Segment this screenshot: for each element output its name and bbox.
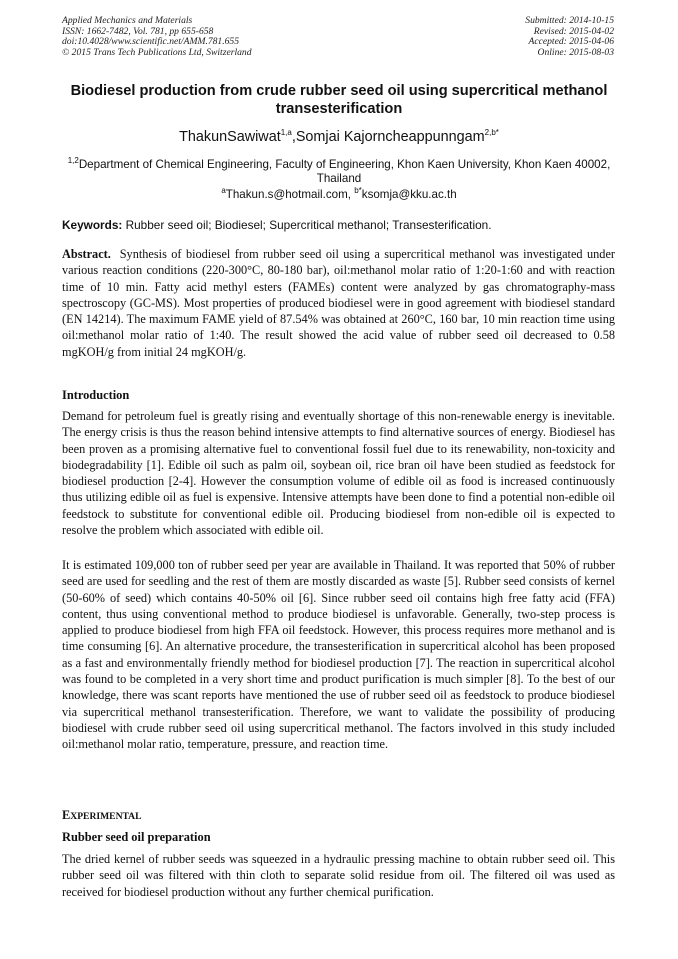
affiliation [62, 158, 616, 186]
affiliation-text: Department of Chemical Engineering, Faculty of Engineering, Khon Kaen University, Khon Kaen 40002, Thailand [78, 158, 611, 185]
keywords-label: Keywords: [62, 218, 123, 232]
journal-header [62, 16, 252, 58]
date-accepted: Accepted: 2015-04-06 [528, 36, 614, 48]
email-a-marker: a [221, 186, 226, 196]
keywords-text: Rubber seed oil; Biodiesel; Supercritical methanol; Transesterification. [125, 218, 492, 232]
experimental-heading-initial: E [62, 808, 71, 822]
author-separator: , [291, 129, 296, 145]
author-emails [62, 188, 616, 202]
introduction-paragraph-2: It is estimated 109,000 ton of rubber seed per year are available in Thailand. It was reported that 50% of rubber seed are used for seedling and the rest of them are mostly discarded as waste [5]. Rubber seed consists of kernel (50-60% of seed) which contains 40-50% oil [6]. Since rubber seed oil contains high free fatty acid (FFA) content, thus using conventional method to produce biodiesel is unfavorable. Generally, two-step process is applied to produce biodiesel from high FFA oil feedstock. However, this process requires more methanol and is time consuming [6]. An alternative procedure, the transesterification in supercritical alcohol has been proposed as a fast and environmentally friendly method for biodiesel production [7]. The reaction in supercritical alcohol was found to be completed in a very short time and product purification is much simpler [8]. To the best of our knowledge, there was scant reports have mentioned the use of rubber seed oil as feedstock to produce biodiesel via supercritical methanol transesterification. Therefore, we want to validate the possibility of producing biodiesel with crude rubber seed oil using supercritical methanol. The factors involved in this study included oil:methanol molar ratio, temperature, pressure, and reaction time. [62, 558, 615, 752]
rubber-seed-oil-heading: Rubber seed oil preparation [62, 830, 211, 844]
journal-issn: ISSN: 1662-7482, Vol. 781, pp 655-658 [62, 25, 214, 37]
author-1: ThakunSawiwat [179, 129, 281, 145]
experimental-paragraph-1: The dried kernel of rubber seeds was squeezed in a hydraulic pressing machine to obtain rubber seed oil. This rubber seed oil was filtered with thin cloth to separate solid residue from oil. The filtered oil was used as received for biodiesel production without any further chemical purification. [62, 852, 615, 899]
email-a[interactable]: Thakun.s@hotmail.com [225, 188, 348, 201]
email-b[interactable]: ksomja@kku.ac.th [361, 188, 457, 201]
abstract-label: Abstract. [62, 247, 111, 261]
affiliation-marker: 1,2 [67, 156, 79, 166]
introduction-paragraph-1: Demand for petroleum fuel is greatly rising and eventually shortage of this non-renewable energy is inevitable. The energy crisis is thus the reason behind intensive attempts to find alternative sources of energy. Biodiesel has been proven as a promising alternative fuel to conventional fossil fuel due to its renewability, non-toxicity and biodegradability [1]. Edible oil such as palm oil, soybean oil, rice bran oil have been studied as feedstock for biodiesel production [2-4]. However the consumption volume of edible oil as food is increased continuously thus utilizing edible oil as fuel is expensive. Intensive attempts have been done to find a potential non-edible oil feedstock to substitute for conventional edible oil. Producing biodiesel from non-edible oil is expected to resolve the problem which associated with edible oil. [62, 409, 615, 538]
author-1-affil: 1,a [280, 128, 292, 138]
author-list [62, 128, 616, 146]
dates-header [525, 16, 614, 58]
experimental-heading-rest: XPERIMENTAL [70, 811, 142, 822]
journal-doi[interactable]: doi:10.4028/www.scientific.net/AMM.781.655 [62, 36, 240, 48]
paper-title: Biodiesel production from crude rubber seed oil using supercritical methanol transesterification [70, 83, 608, 117]
date-online: Online: 2015-08-03 [537, 46, 614, 58]
author-2: Somjai Kajorncheappunngam [295, 129, 485, 145]
date-revised: Revised: 2015-04-02 [533, 25, 614, 37]
abstract-text: Synthesis of biodiesel from rubber seed oil using a supercritical methanol was investigated under various reaction conditions (220-300°C, 80-180 bar), oil:methanol molar ratio of 1:20-1:60 and with reaction time of 10 min. Fatty acid methyl esters (FAMEs) content were analyzed by gas chromatography-mass spectroscopy (GC-MS). Most properties of produced biodiesel were in good agreement with biodiesel standard (EN 14214). The maximum FAME yield of 87.54% was obtained at 260°C, 160 bar, 10 min reaction time using oil:methanol molar ratio of 1:40. The result showed the acid value of rubber seed oil decreased to 0.58 mgKOH/g from initial 24 mgKOH/g. [62, 247, 615, 359]
journal-name: Applied Mechanics and Materials [62, 15, 193, 26]
experimental-heading [62, 808, 142, 824]
author-2-affil: 2,b* [484, 128, 499, 138]
date-submitted: Submitted: 2014-10-15 [525, 15, 614, 26]
introduction-heading: Introduction [62, 388, 130, 402]
keywords [62, 218, 616, 232]
journal-copyright: © 2015 Trans Tech Publications Ltd, Switzerland [62, 46, 252, 58]
abstract [62, 246, 615, 360]
email-b-marker: b* [354, 186, 362, 196]
email-separator: , [347, 188, 355, 201]
